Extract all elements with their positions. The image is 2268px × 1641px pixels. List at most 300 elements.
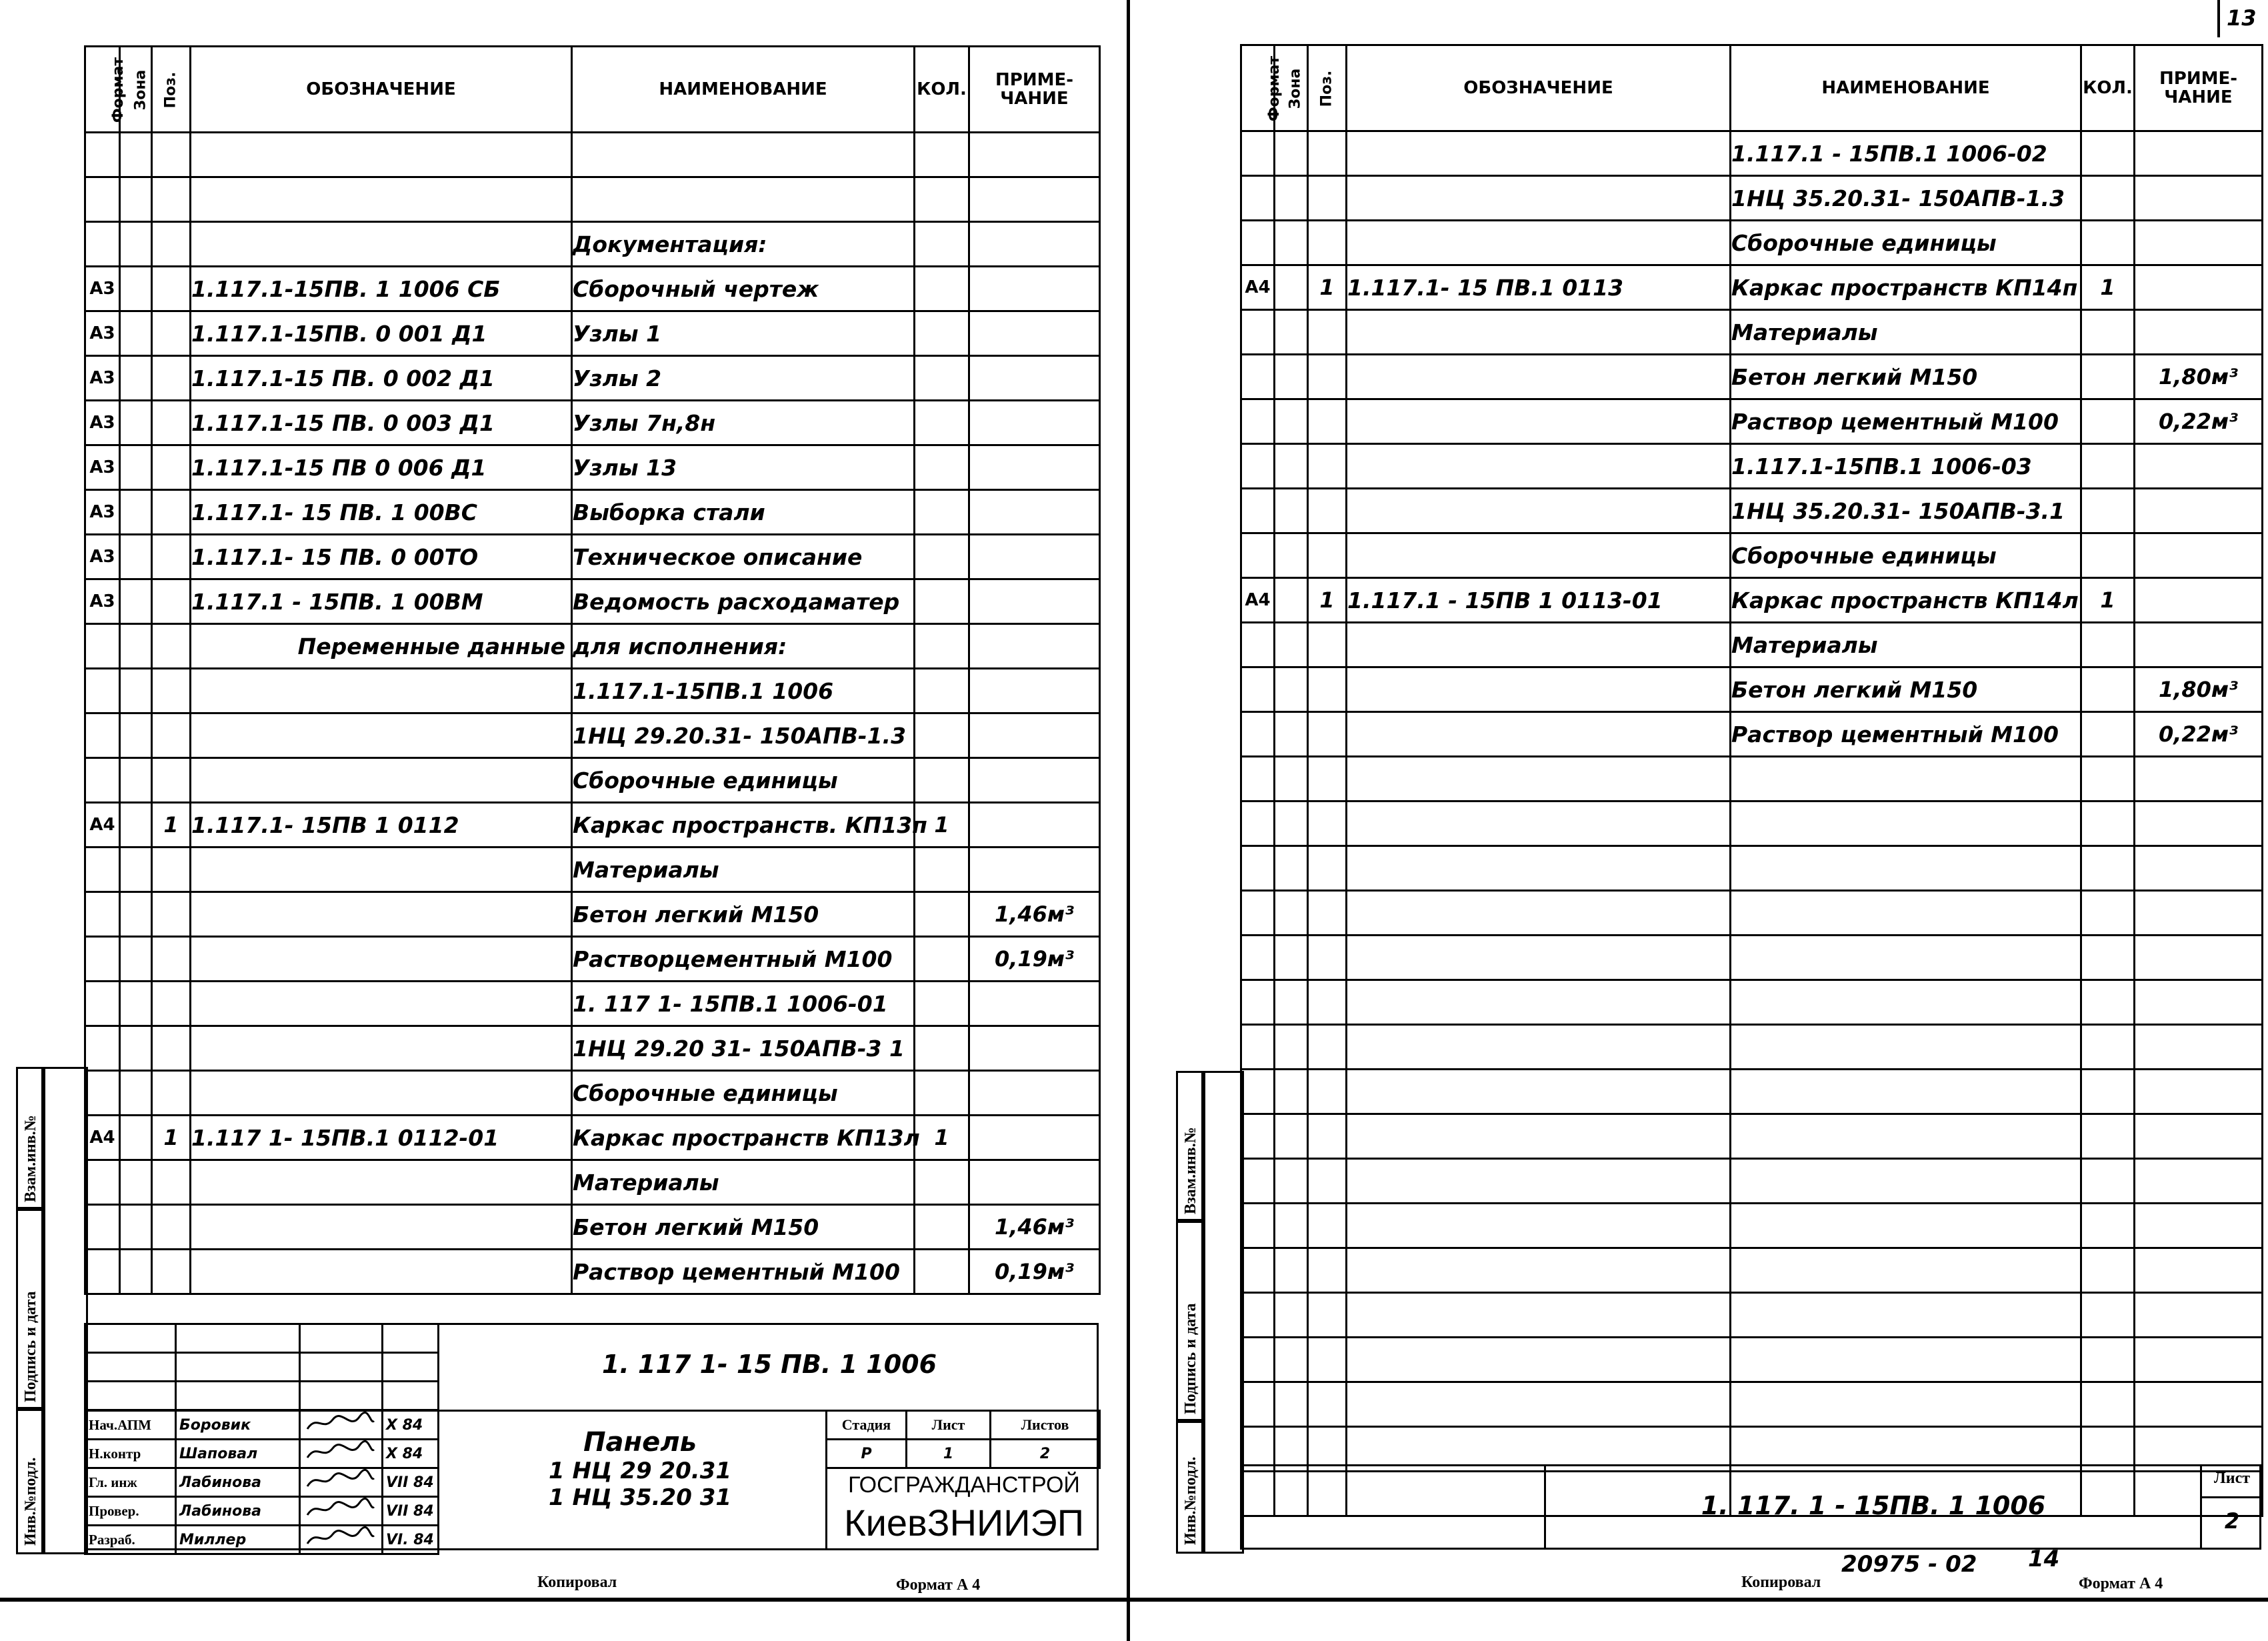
row-format <box>85 222 120 267</box>
row-note <box>2135 936 2263 980</box>
row-name <box>1731 1114 2081 1159</box>
row-pos <box>1308 1070 1347 1114</box>
row-qty <box>2081 801 2135 846</box>
row-designation <box>1347 399 1731 444</box>
row-qty <box>2081 176 2135 221</box>
header-pos: Поз. <box>1308 45 1347 131</box>
signer-name: Шаповал <box>176 1440 300 1468</box>
signer-role: Нач.АПМ <box>85 1411 176 1440</box>
row-format <box>1241 533 1275 578</box>
sheets-label: Листов <box>991 1411 1100 1440</box>
header-note: ПРИМЕ- ЧАНИЕ <box>969 47 1100 133</box>
row-pos <box>152 579 191 624</box>
row-name: Раствор цементный М100 <box>1731 712 2081 757</box>
header-name: НАИМЕНОВАНИЕ <box>1731 45 2081 131</box>
row-designation: 1.117.1- 15ПВ 1 0112 <box>191 803 572 848</box>
spec-row <box>1241 355 2263 399</box>
row-designation <box>1347 980 1731 1025</box>
signer-role: Провер. <box>85 1497 176 1526</box>
row-designation: 1.117.1-15 ПВ 0 006 Д1 <box>191 445 572 490</box>
signature-scribble <box>303 1412 377 1434</box>
right-doc-code: 1. 117. 1 - 15ПВ. 1 1006 <box>1701 1491 2046 1520</box>
row-format <box>85 1071 120 1116</box>
row-zone <box>120 892 152 937</box>
row-name <box>1731 1382 2081 1427</box>
spec-row <box>85 892 1100 937</box>
right-title-vline2 <box>2200 1464 2202 1550</box>
row-pos <box>152 133 191 177</box>
side-label-vzam: Взам.инв.№ <box>22 1115 39 1202</box>
spec-row <box>1241 444 2263 489</box>
row-qty <box>915 535 969 579</box>
signer-date: VII 84 <box>383 1497 439 1526</box>
row-zone <box>1275 712 1308 757</box>
spec-row <box>1241 1382 2263 1427</box>
row-note <box>969 535 1100 579</box>
row-pos <box>152 758 191 803</box>
row-designation <box>1347 757 1731 801</box>
row-format <box>85 1205 120 1250</box>
row-pos <box>152 848 191 892</box>
row-designation <box>191 222 572 267</box>
row-pos <box>152 177 191 222</box>
row-pos <box>152 267 191 311</box>
org-line2: КиевЗНИИЭП <box>843 1502 1085 1544</box>
row-qty <box>2081 310 2135 355</box>
spec-row <box>85 1116 1100 1160</box>
row-name: Бетон легкий М150 <box>572 1205 915 1250</box>
row-designation <box>1347 444 1731 489</box>
spec-row <box>1241 1114 2263 1159</box>
row-designation: 1.117.1 - 15ПВ. 1 00ВМ <box>191 579 572 624</box>
row-zone <box>120 669 152 713</box>
stage-value: Р <box>827 1440 907 1468</box>
row-format <box>1241 131 1275 176</box>
row-qty <box>915 1250 969 1294</box>
spec-row <box>85 803 1100 848</box>
row-designation <box>1347 1338 1731 1382</box>
row-pos <box>1308 355 1347 399</box>
row-designation <box>1347 1114 1731 1159</box>
row-name: Техническое описание <box>572 535 915 579</box>
row-designation <box>1347 712 1731 757</box>
row-designation <box>1347 1025 1731 1070</box>
row-zone <box>1275 891 1308 936</box>
row-format <box>85 758 120 803</box>
format-right: Формат А 4 <box>2079 1575 2163 1592</box>
signature <box>300 1411 383 1440</box>
row-zone <box>1275 221 1308 265</box>
stage-label: Стадия <box>827 1411 907 1440</box>
row-name <box>1731 1248 2081 1293</box>
row-note <box>2135 801 2263 846</box>
row-zone <box>1275 355 1308 399</box>
item-name-line3: 1 НЦ 35.20 31 <box>548 1484 732 1511</box>
spec-row <box>1241 1293 2263 1338</box>
row-pos <box>152 624 191 669</box>
copied-left: Копировал <box>537 1574 617 1591</box>
row-zone <box>1275 1114 1308 1159</box>
row-pos <box>152 445 191 490</box>
row-note <box>969 803 1100 848</box>
row-qty <box>915 937 969 982</box>
spec-row <box>85 267 1100 311</box>
row-note <box>2135 980 2263 1025</box>
row-pos <box>152 356 191 401</box>
sheet-value: 1 <box>907 1440 991 1468</box>
row-pos <box>1308 712 1347 757</box>
row-qty <box>2081 712 2135 757</box>
row-note: 0,19м³ <box>969 937 1100 982</box>
row-pos <box>152 1026 191 1071</box>
spec-row <box>1241 623 2263 667</box>
row-name: Сборочный чертеж <box>572 267 915 311</box>
row-name: Сборочные единицы <box>1731 221 2081 265</box>
copied-right: Копировал <box>1741 1574 1821 1591</box>
row-name: Выборка стали <box>572 490 915 535</box>
row-designation <box>191 982 572 1026</box>
row-name: 1.117.1-15ПВ.1 1006 <box>572 669 915 713</box>
row-zone <box>1275 533 1308 578</box>
row-name <box>1731 1159 2081 1204</box>
row-qty <box>2081 444 2135 489</box>
row-qty <box>2081 1382 2135 1427</box>
row-format <box>1241 936 1275 980</box>
stage-table <box>825 1410 1101 1469</box>
row-format <box>1241 1159 1275 1204</box>
row-zone <box>120 1071 152 1116</box>
signer-name: Лабинова <box>176 1468 300 1497</box>
row-format: А4 <box>1241 578 1275 623</box>
row-note <box>2135 1025 2263 1070</box>
row-zone <box>1275 399 1308 444</box>
signature-scribble <box>303 1469 377 1492</box>
row-name: Каркас пространств КП14п <box>1731 265 2081 310</box>
row-name: Узлы 1 <box>572 311 915 356</box>
spec-row <box>85 713 1100 758</box>
row-zone <box>120 1250 152 1294</box>
row-note <box>969 1026 1100 1071</box>
row-qty: 1 <box>2081 578 2135 623</box>
row-note <box>969 982 1100 1026</box>
row-pos <box>1308 131 1347 176</box>
row-note: 1,46м³ <box>969 892 1100 937</box>
row-zone <box>1275 1293 1308 1338</box>
header-pos: Поз. <box>152 47 191 133</box>
side-label-sign-date: Подпись и дата <box>22 1291 39 1402</box>
page-corner-number: 13 <box>2227 5 2257 31</box>
row-qty <box>2081 1293 2135 1338</box>
row-format <box>85 937 120 982</box>
row-format <box>1241 489 1275 533</box>
row-format <box>1241 1248 1275 1293</box>
row-zone <box>1275 131 1308 176</box>
row-format <box>1241 1382 1275 1427</box>
row-name <box>1731 1204 2081 1248</box>
row-qty: 1 <box>915 803 969 848</box>
row-qty <box>2081 1070 2135 1114</box>
row-pos <box>152 490 191 535</box>
doc-code: 1. 117 1- 15 ПВ. 1 1006 <box>601 1350 937 1379</box>
row-zone <box>1275 444 1308 489</box>
row-name <box>1731 1293 2081 1338</box>
row-designation: 1.117.1-15ПВ. 0 001 Д1 <box>191 311 572 356</box>
spec-row <box>85 1205 1100 1250</box>
row-zone <box>120 982 152 1026</box>
row-note <box>2135 578 2263 623</box>
row-zone <box>120 356 152 401</box>
row-designation <box>191 1205 572 1250</box>
spec-row <box>1241 801 2263 846</box>
spec-row <box>1241 712 2263 757</box>
row-pos <box>1308 1159 1347 1204</box>
row-format <box>1241 444 1275 489</box>
left-page <box>0 0 1127 1600</box>
row-designation <box>1347 355 1731 399</box>
side-cell-blank <box>1201 1071 1244 1554</box>
spec-row <box>1241 533 2263 578</box>
row-zone <box>120 803 152 848</box>
row-qty <box>2081 623 2135 667</box>
row-name: Узлы 7н,8н <box>572 401 915 445</box>
row-name: Каркас пространств. КП13п <box>572 803 915 848</box>
side-label-inv-podl: Инв.№подл. <box>1182 1456 1199 1545</box>
row-qty <box>2081 355 2135 399</box>
row-pos <box>152 401 191 445</box>
row-zone <box>120 267 152 311</box>
row-qty <box>915 1205 969 1250</box>
row-zone <box>120 401 152 445</box>
row-qty <box>915 1071 969 1116</box>
row-pos <box>1308 1293 1347 1338</box>
row-pos: 1 <box>1308 578 1347 623</box>
row-note <box>969 133 1100 177</box>
row-qty <box>2081 221 2135 265</box>
spec-row <box>1241 1070 2263 1114</box>
row-name: Узлы 13 <box>572 445 915 490</box>
right-spec-table <box>1240 44 2263 1517</box>
row-pos <box>152 1250 191 1294</box>
signer-row <box>85 1411 439 1440</box>
spec-row <box>85 1160 1100 1205</box>
row-note <box>969 669 1100 713</box>
spec-row <box>1241 221 2263 265</box>
signer-role: Н.контр <box>85 1440 176 1468</box>
row-format: А3 <box>85 535 120 579</box>
row-note <box>2135 1382 2263 1427</box>
row-zone <box>1275 757 1308 801</box>
left-spec-table <box>84 45 1101 1295</box>
row-note <box>2135 533 2263 578</box>
row-designation <box>1347 667 1731 712</box>
row-qty <box>2081 489 2135 533</box>
row-qty <box>915 982 969 1026</box>
header-designation: ОБОЗНАЧЕНИЕ <box>191 47 572 133</box>
row-designation <box>1347 1159 1731 1204</box>
row-note <box>969 713 1100 758</box>
row-name: Документация: <box>572 222 915 267</box>
sheets-value: 2 <box>991 1440 1100 1468</box>
row-name: Ведомость расходаматер <box>572 579 915 624</box>
row-qty <box>915 624 969 669</box>
row-note <box>2135 221 2263 265</box>
spec-row <box>85 624 1100 669</box>
row-qty: 1 <box>915 1116 969 1160</box>
row-zone <box>1275 801 1308 846</box>
row-designation <box>1347 1248 1731 1293</box>
row-format <box>1241 1025 1275 1070</box>
row-name <box>1731 936 2081 980</box>
row-designation <box>191 892 572 937</box>
signature <box>300 1497 383 1526</box>
row-zone <box>1275 1025 1308 1070</box>
row-zone <box>120 222 152 267</box>
row-format: А3 <box>85 445 120 490</box>
row-zone <box>120 311 152 356</box>
row-format <box>85 1026 120 1071</box>
header-note: ПРИМЕ- ЧАНИЕ <box>2135 45 2263 131</box>
spec-row <box>1241 489 2263 533</box>
spec-row <box>1241 980 2263 1025</box>
row-zone <box>1275 936 1308 980</box>
spec-row <box>85 1026 1100 1071</box>
row-pos <box>152 1205 191 1250</box>
changes-grid <box>84 1323 439 1411</box>
row-name: 1. 117 1- 15ПВ.1 1006-01 <box>572 982 915 1026</box>
row-zone <box>120 490 152 535</box>
row-format: А4 <box>85 1116 120 1160</box>
row-qty <box>2081 1159 2135 1204</box>
row-zone <box>1275 1248 1308 1293</box>
row-note: 1,46м³ <box>969 1205 1100 1250</box>
row-qty <box>915 1160 969 1205</box>
row-zone <box>120 1116 152 1160</box>
row-format <box>1241 355 1275 399</box>
row-format: А4 <box>1241 265 1275 310</box>
row-format <box>1241 399 1275 444</box>
row-note: 1,80м³ <box>2135 355 2263 399</box>
row-format <box>85 1250 120 1294</box>
signature-scribble <box>303 1498 377 1520</box>
row-format <box>1241 1293 1275 1338</box>
spec-row <box>1241 265 2263 310</box>
row-qty <box>2081 667 2135 712</box>
row-format <box>85 713 120 758</box>
row-qty <box>2081 846 2135 891</box>
row-name: 1НЦ 35.20.31- 150АПВ-3.1 <box>1731 489 2081 533</box>
right-page <box>1133 0 2268 1600</box>
row-pos <box>152 222 191 267</box>
row-zone <box>120 713 152 758</box>
row-note: 0,19м³ <box>969 1250 1100 1294</box>
row-note <box>2135 489 2263 533</box>
side-label-inv-podl: Инв.№подл. <box>22 1457 39 1546</box>
row-pos <box>1308 936 1347 980</box>
row-name: Каркас пространств КП13л <box>572 1116 915 1160</box>
row-note <box>969 356 1100 401</box>
spec-row <box>1241 667 2263 712</box>
row-qty <box>2081 757 2135 801</box>
spec-row <box>85 1071 1100 1116</box>
row-designation <box>1347 801 1731 846</box>
spec-row <box>85 133 1100 177</box>
row-note <box>2135 265 2263 310</box>
row-note <box>969 445 1100 490</box>
row-name: 1.117.1-15ПВ.1 1006-03 <box>1731 444 2081 489</box>
row-format: А3 <box>85 356 120 401</box>
row-qty: 1 <box>2081 265 2135 310</box>
row-note <box>2135 1159 2263 1204</box>
row-qty <box>2081 1338 2135 1382</box>
row-designation: 1.117.1-15ПВ. 1 1006 СБ <box>191 267 572 311</box>
row-qty <box>915 713 969 758</box>
row-pos: 1 <box>152 1116 191 1160</box>
row-pos <box>1308 757 1347 801</box>
spec-row <box>1241 936 2263 980</box>
row-pos <box>152 1071 191 1116</box>
row-note <box>2135 444 2263 489</box>
row-name: 1НЦ 29.20.31- 150АПВ-1.3 <box>572 713 915 758</box>
row-name <box>572 177 915 222</box>
spec-row <box>85 490 1100 535</box>
row-name: Каркас пространств КП14л <box>1731 578 2081 623</box>
row-name: Бетон легкий М150 <box>572 892 915 937</box>
signer-name: Миллер <box>176 1526 300 1554</box>
signer-row <box>85 1526 439 1554</box>
right-sheet-value: 2 <box>2224 1508 2240 1534</box>
row-qty <box>915 758 969 803</box>
row-pos <box>1308 846 1347 891</box>
row-designation: 1.117.1- 15 ПВ. 0 00ТО <box>191 535 572 579</box>
row-designation <box>1347 489 1731 533</box>
row-format <box>1241 176 1275 221</box>
row-qty <box>915 848 969 892</box>
row-qty <box>915 356 969 401</box>
row-note <box>969 579 1100 624</box>
row-zone <box>120 579 152 624</box>
row-zone <box>1275 1338 1308 1382</box>
row-qty <box>2081 131 2135 176</box>
row-pos <box>152 937 191 982</box>
row-format <box>1241 667 1275 712</box>
row-designation <box>191 669 572 713</box>
row-note <box>2135 1248 2263 1293</box>
header-format: Формат <box>85 47 120 133</box>
row-name <box>1731 757 2081 801</box>
row-zone <box>120 1205 152 1250</box>
row-zone <box>1275 265 1308 310</box>
row-designation <box>1347 1070 1731 1114</box>
row-zone <box>120 758 152 803</box>
signer-row <box>85 1468 439 1497</box>
row-designation <box>191 848 572 892</box>
signature-scribble <box>303 1440 377 1463</box>
spec-row <box>85 177 1100 222</box>
row-pos: 1 <box>1308 265 1347 310</box>
row-zone <box>120 1026 152 1071</box>
row-qty <box>2081 1204 2135 1248</box>
row-format <box>1241 1114 1275 1159</box>
signature <box>300 1468 383 1497</box>
signer-role: Разраб. <box>85 1526 176 1554</box>
header-qty: КОЛ. <box>915 47 969 133</box>
row-qty <box>915 1026 969 1071</box>
row-designation <box>1347 131 1731 176</box>
spec-row <box>1241 176 2263 221</box>
row-zone <box>1275 176 1308 221</box>
row-format <box>1241 891 1275 936</box>
row-zone <box>1275 667 1308 712</box>
